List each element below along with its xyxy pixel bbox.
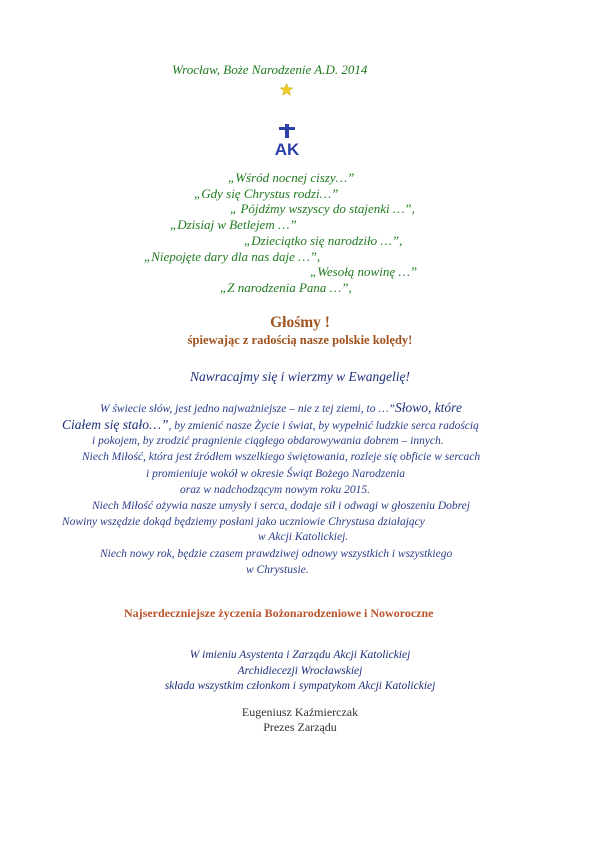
body-line-11: w Chrystusie. [246, 564, 309, 576]
signer-role: Prezes Zarządu [263, 720, 337, 734]
signature-line-1: W imieniu Asystenta i Zarządu Akcji Katolickiej [189, 649, 411, 661]
body-line-6: oraz w nadchodzącym nowym roku 2015. [180, 484, 370, 496]
carol-line-4: „Dzisiaj w Betlejem …” [170, 217, 297, 232]
sub-title: śpiewając z radością nasze polskie kolędy! [187, 333, 413, 347]
carol-line-5: „Dzieciątko się narodziło …”, [244, 233, 403, 248]
body-line-7: Niech Miłość ożywia nasze umysły i serca, dodaje sił i odwagi w głoszeniu Dobrej [92, 500, 470, 512]
body-line-5: i promieniuje wokół w okresie Świąt Bożego Narodzenia [146, 468, 406, 480]
carol-line-8: „Z narodzenia Pana …”, [220, 280, 352, 295]
catholic-action-logo-icon [272, 124, 302, 158]
carol-line-3: „ Pójdźmy wszyscy do stajenki …”, [230, 201, 415, 216]
signature-line-2: Archidiecezji Wrocławskiej [237, 665, 363, 677]
body-line-1: W świecie słów, jest jedno najważniejsze – nie z tej ziemi, to …”Słowo, które [100, 400, 462, 415]
star-icon [280, 83, 293, 96]
body-line-9: w Akcji Katolickiej. [258, 531, 349, 543]
body-line-4: Niech Miłość, która jest źródłem wszelkiego świętowania, rozleje się obficie w sercach [82, 451, 481, 463]
body-line-2: Ciałem się stało…”, by zmienić nasze Życie i świat, by wypełnić ludzkie serca radością [62, 417, 479, 432]
svg-text:AK: AK [274, 140, 300, 158]
main-title: Głośmy ! [270, 314, 330, 331]
signature-line-3: składa wszystkim członkom i sympatykom Akcji Katolickiej [164, 680, 436, 692]
carol-line-2: „Gdy się Chrystus rodzi…” [194, 186, 339, 201]
place-date: Wrocław, Boże Narodzenie A.D. 2014 [172, 62, 368, 77]
carol-line-6: „Niepojęte dary dla nas daje …”, [144, 249, 321, 264]
body-line-8: Nowiny wszędzie dokąd będziemy posłani jako uczniowie Chrystusa działający [62, 516, 425, 528]
body-line-10: Niech nowy rok, będzie czasem prawdziwej odnowy wszystkich i wszystkiego [100, 548, 453, 560]
greeting-line: Najserdeczniejsze życzenia Bożonarodzeniowe i Noworoczne [124, 606, 434, 620]
body-line-3: i pokojem, by zrodzić pragnienie ciągłego obdarowywania dobrem – innych. [92, 435, 444, 447]
signer-name: Eugeniusz Kaźmierczak [241, 705, 359, 719]
carol-line-7: „Wesołą nowinę …” [310, 264, 418, 279]
motto: Nawracajmy się i wierzmy w Ewangelię! [189, 369, 411, 384]
carol-line-1: „Wśród nocnej ciszy…” [228, 170, 355, 185]
